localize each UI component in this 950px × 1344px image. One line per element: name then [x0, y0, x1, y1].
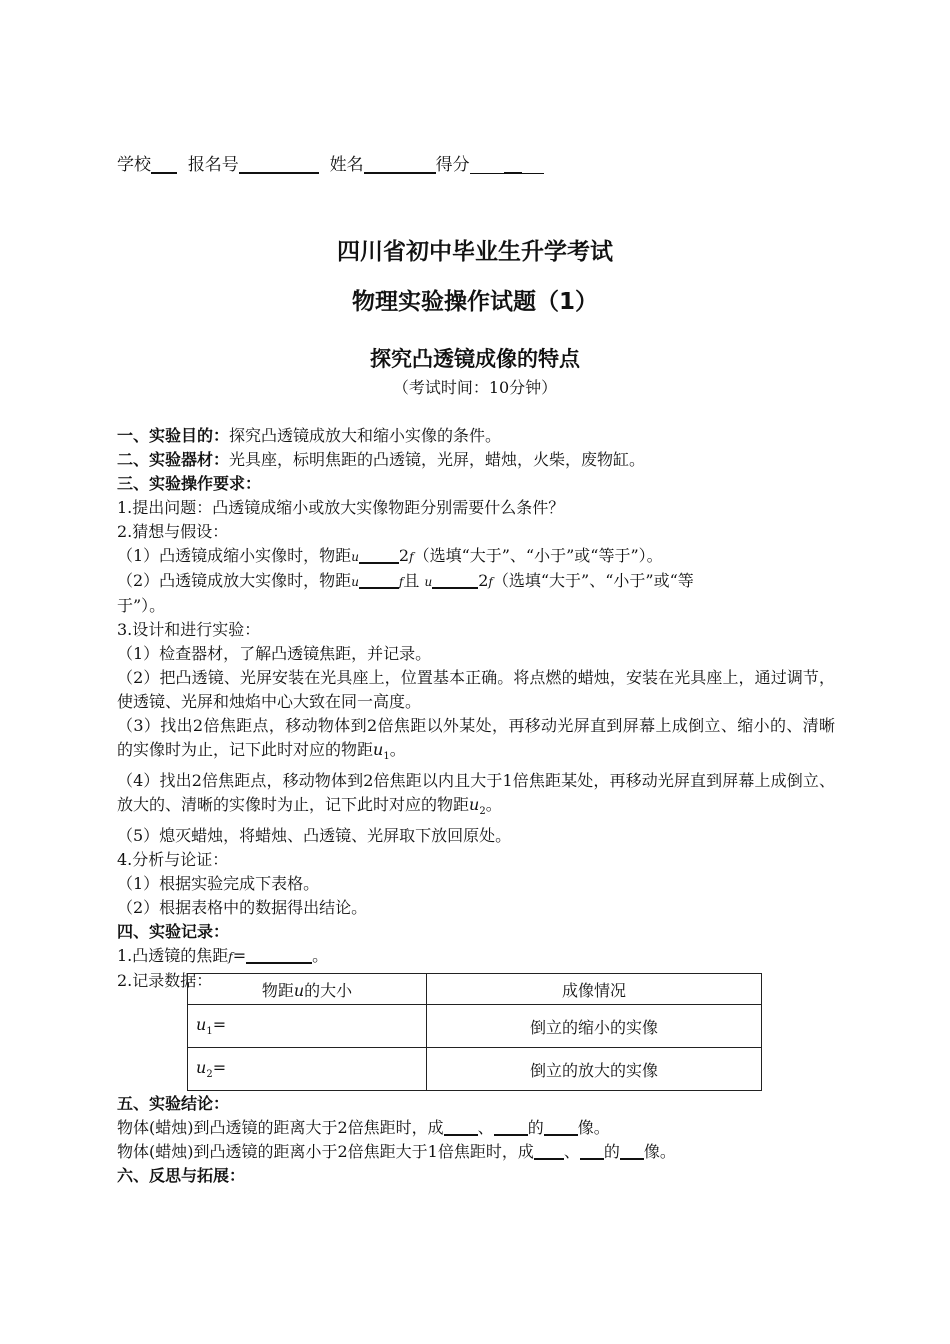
step-2: （2）把凸透镜、光屏安装在光具座上，位置基本正确。将点燃的蜡烛，安装在光具座上，通过调节，使透镜、光屏和烛焰中心大致在同一高度。	[117, 668, 835, 711]
hypothesis-1-text: （1）凸透镜成缩小实像时，物距	[117, 546, 352, 565]
var-u: u	[469, 795, 480, 815]
of-text: 的	[527, 1118, 544, 1137]
school-label: 学校	[117, 155, 151, 175]
record-2: 2.记录数据：	[117, 971, 213, 991]
record-label: 四、实验记录：	[117, 922, 230, 942]
school-field[interactable]	[151, 154, 177, 174]
hypothesis-2-blank-1[interactable]	[359, 571, 399, 589]
analysis-1: （1）根据实验完成下表格。	[117, 874, 320, 894]
hypothesis-2-hint: （选填“大于”、“小于”或“等	[492, 571, 694, 590]
var-u: u	[196, 1057, 207, 1077]
subscript: 2	[206, 1069, 213, 1081]
hypothesis-2	[117, 569, 835, 618]
header-text: 物距	[261, 980, 294, 1000]
header-fields	[117, 150, 544, 175]
conclusion-label: 五、实验结论：	[117, 1094, 230, 1113]
record-1	[117, 944, 835, 969]
score-field-c[interactable]	[522, 155, 544, 174]
purpose-line	[117, 424, 835, 448]
step-4	[117, 769, 835, 824]
var-u: u	[424, 575, 433, 589]
exam-number-label: 报名号	[187, 155, 239, 175]
hypothesis-2-text: （2）凸透镜成放大实像时，物距	[117, 571, 352, 590]
hypothesis-2-two: 2	[478, 571, 489, 590]
equipment-text: 光具座，标明焦距的凸透镜，光屏，蜡烛，火柴，废物缸。	[229, 450, 646, 469]
table-header-row	[188, 974, 762, 1005]
var-f: f	[398, 575, 404, 589]
equals: =	[212, 1057, 227, 1077]
hypothesis-1	[117, 544, 835, 569]
conclusion-1-blank-2[interactable]	[494, 1118, 528, 1136]
conclusion-2-blank-1[interactable]	[534, 1142, 564, 1160]
focal-length-blank[interactable]	[246, 946, 312, 964]
image-text: 像。	[577, 1118, 610, 1137]
conclusion-2-blank-3[interactable]	[620, 1142, 644, 1160]
name-label: 姓名	[329, 155, 364, 175]
subscript: 1	[206, 1026, 213, 1038]
equals: =	[212, 1014, 227, 1034]
conclusion-1-blank-3[interactable]	[544, 1118, 578, 1136]
table-row	[188, 1048, 762, 1091]
exam-title: 四川省初中毕业生升学考试	[337, 239, 613, 265]
header-distance	[188, 974, 427, 1005]
step-4-text: （4）找出2倍焦距点，移动物体到2倍焦距以内且大于1倍焦距某处，再移动光屏直到屏幕上成倒立、放大的、清晰的实像时为止，记下此时对应的物距	[117, 771, 835, 815]
step-3-text: （3）找出2倍焦距点，移动物体到2倍焦距以外某处，再移动光屏直到屏幕上成倒立、缩小的、清晰的实像时为止，记下此时对应的物距	[117, 716, 835, 759]
row2-result: 倒立的放大的实像	[427, 1048, 762, 1091]
exam-time: （考试时间：10分钟）	[392, 378, 558, 397]
subscript: 2	[479, 806, 486, 818]
separator: 、	[477, 1118, 494, 1137]
hypothesis-1-hint: （选填“大于”、“小于”或“等于”）。	[413, 546, 663, 565]
separator: 、	[563, 1142, 580, 1161]
equipment-label: 二、实验器材：	[117, 450, 230, 469]
question-2: 2.猜想与假设：	[117, 522, 229, 541]
period: 。	[389, 740, 406, 759]
hypothesis-2-blank-2[interactable]	[432, 571, 478, 589]
analysis-2: （2）根据表格中的数据得出结论。	[117, 898, 368, 918]
conclusion-1-blank-1[interactable]	[444, 1118, 478, 1136]
exam-number-field[interactable]	[239, 154, 319, 174]
of-text: 的	[603, 1142, 620, 1161]
score-field-a[interactable]	[470, 155, 504, 174]
requirements-label: 三、实验操作要求：	[117, 474, 262, 493]
period: 。	[312, 946, 329, 966]
hypothesis-2-hint-end: 于”）。	[117, 596, 166, 615]
topic-title: 探究凸透镜成像的特点	[370, 347, 580, 371]
equals: =	[232, 946, 247, 966]
step-3	[117, 714, 835, 769]
conclusion-section	[117, 1092, 835, 1188]
conclusion-2-blank-2[interactable]	[580, 1142, 604, 1160]
score-field-b[interactable]	[504, 154, 522, 174]
question-1: 1.提出问题：凸透镜成缩小或放大实像物距分别需要什么条件？	[117, 498, 565, 517]
equipment-line	[117, 448, 835, 472]
hypothesis-1-blank[interactable]	[359, 546, 399, 564]
reflect-label: 六、反思与拓展：	[117, 1166, 246, 1185]
purpose-label: 一、实验目的：	[117, 426, 230, 445]
var-u: u	[196, 1014, 207, 1034]
var-u: u	[351, 550, 359, 564]
question-3: 3.设计和进行实验：	[117, 620, 261, 639]
record-table	[187, 973, 762, 1091]
subscript: 1	[383, 751, 390, 763]
period: 。	[485, 795, 502, 815]
var-f: f	[228, 950, 233, 965]
step-1: （1）检查器材，了解凸透镜焦距，并记录。	[117, 644, 432, 663]
var-u: u	[293, 980, 305, 1000]
header-result: 成像情况	[427, 974, 762, 1005]
u1-cell[interactable]	[188, 1005, 427, 1048]
conclusion-1-text: 物体(蜡烛)到凸透镜的距离大于2倍焦距时，成	[117, 1118, 444, 1137]
row1-result: 倒立的缩小的实像	[427, 1005, 762, 1048]
name-field[interactable]	[364, 154, 436, 174]
hypothesis-1-two: 2	[398, 546, 410, 565]
var-f: f	[409, 550, 414, 564]
purpose-text: 探究凸透镜成放大和缩小实像的条件。	[229, 426, 502, 445]
conclusion-1	[117, 1116, 835, 1140]
instructions	[117, 424, 835, 993]
focal-length-text: 1.凸透镜的焦距	[117, 946, 229, 966]
question-4: 4.分析与论证：	[117, 850, 229, 870]
step-5: （5）熄灭蜡烛，将蜡烛、凸透镜、光屏取下放回原处。	[117, 826, 512, 846]
conclusion-2-text: 物体(蜡烛)到凸透镜的距离小于2倍焦距大于1倍焦距时，成	[117, 1142, 534, 1161]
var-f: f	[488, 575, 493, 589]
var-u: u	[351, 575, 359, 589]
image-text: 像。	[643, 1142, 676, 1161]
var-u: u	[373, 740, 384, 759]
header-text-end: 的大小	[304, 980, 353, 1000]
conclusion-2	[117, 1140, 835, 1164]
table-row	[188, 1005, 762, 1048]
u2-cell[interactable]	[188, 1048, 427, 1091]
paper-title: 物理实验操作试题（1）	[351, 289, 598, 315]
score-label: 得分	[435, 155, 470, 175]
and-text: 且	[403, 571, 420, 590]
